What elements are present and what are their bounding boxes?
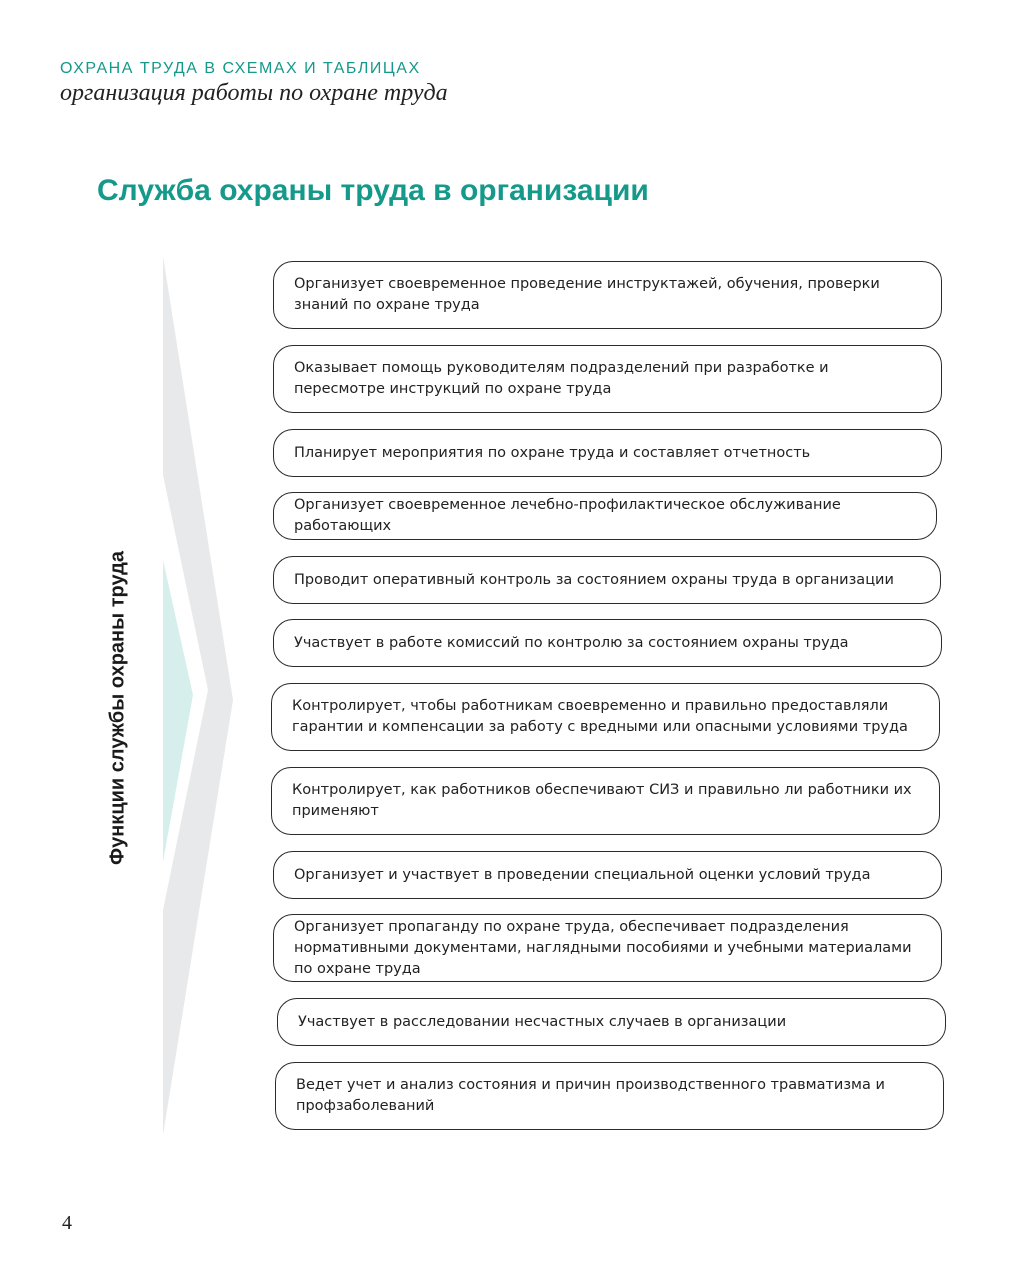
function-box: Организует пропаганду по охране труда, обеспечивает подразделения нормативными документами, наглядными пособиями и учебными материалами по охране труда [273, 914, 942, 982]
function-box: Организует и участвует в проведении специальной оценки условий труда [273, 851, 942, 899]
function-box: Планирует мероприятия по охране труда и составляет отчетность [273, 429, 942, 477]
functions-side-label-text: Функции службы охраны труда [106, 551, 129, 865]
function-box: Участвует в работе комиссий по контролю за состоянием охраны труда [273, 619, 942, 667]
function-box: Организует своевременное проведение инструктажей, обучения, проверки знаний по охране труда [273, 261, 942, 329]
function-box: Контролирует, чтобы работникам своевременно и правильно предоставляли гарантии и компенсации за работу с вредными или опасными условиями труда [271, 683, 940, 751]
function-box: Оказывает помощь руководителям подразделений при разработке и пересмотре инструкций по охране труда [273, 345, 942, 413]
function-box: Проводит оперативный контроль за состоянием охраны труда в организации [273, 556, 941, 604]
series-title: ОХРАНА ТРУДА В СХЕМАХ И ТАБЛИЦАХ [60, 60, 421, 77]
page-number: 4 [62, 1212, 72, 1234]
page-title: Служба охраны труда в организации [97, 174, 649, 207]
function-box: Контролирует, как работников обеспечивают СИЗ и правильно ли работники их применяют [271, 767, 940, 835]
function-box: Ведет учет и анализ состояния и причин производственного травматизма и профзаболеваний [275, 1062, 944, 1130]
function-box: Участвует в расследовании несчастных случаев в организации [277, 998, 946, 1046]
function-box: Организует своевременное лечебно-профилактическое обслуживание работающих [273, 492, 937, 540]
section-subtitle: организация работы по охране труда [60, 80, 448, 106]
